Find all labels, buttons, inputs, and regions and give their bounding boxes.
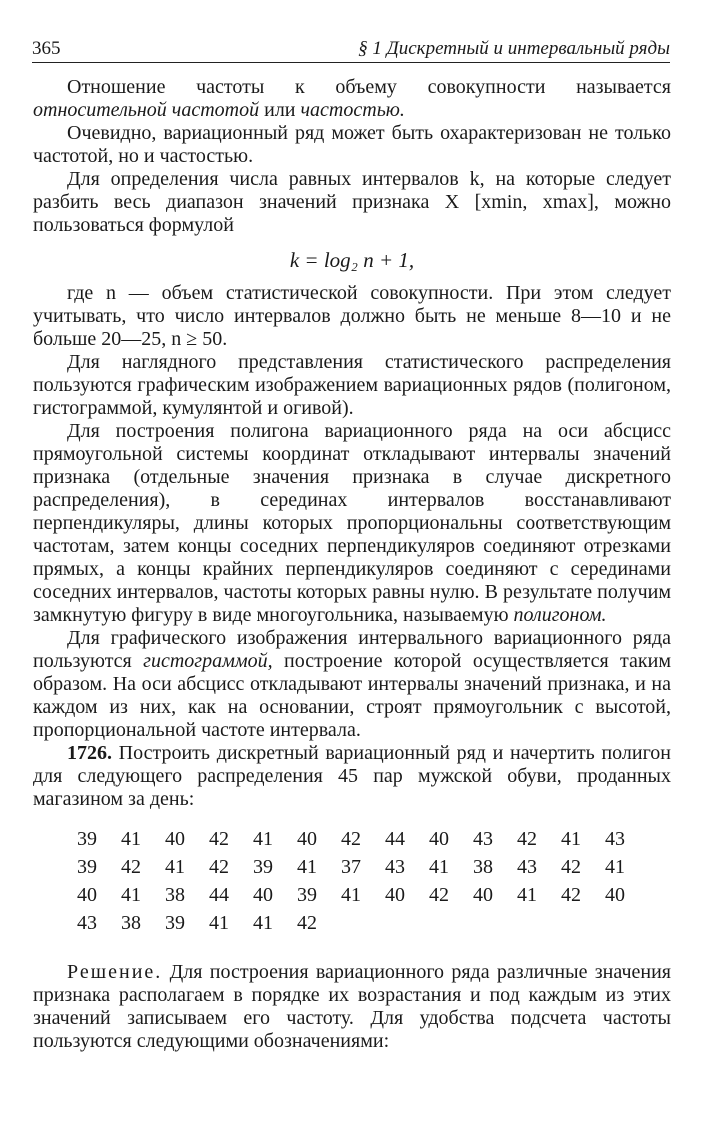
data-value: 39 — [165, 912, 185, 934]
term-relative-frequency: относительной частотой — [33, 99, 260, 121]
section-title: § 1 Дискретный и интервальный ряды — [358, 38, 670, 59]
data-value: 42 — [297, 912, 317, 934]
data-value: 39 — [297, 884, 317, 906]
data-value: 40 — [253, 884, 273, 906]
data-value: 40 — [473, 884, 493, 906]
data-row — [77, 881, 671, 909]
formula: k = log₂ n + 1, — [289, 248, 415, 272]
data-value: 41 — [209, 912, 229, 934]
data-value: 42 — [209, 828, 229, 850]
data-value: 43 — [385, 856, 405, 878]
data-value: 41 — [605, 856, 625, 878]
solution-label: Решение. — [67, 961, 163, 983]
page-body — [33, 76, 671, 1053]
solution-paragraph: Решение. Для построения вариационного ряда различные значения признака располагаем в порядке их возрастания и под каждым из этих значений записываем его частоту. Для удобства подсчета частоты пользуются следующими обозначениями: — [33, 961, 671, 1052]
data-value: 40 — [77, 884, 97, 906]
data-value: 39 — [253, 856, 273, 878]
data-value: 40 — [385, 884, 405, 906]
data-value: 42 — [429, 884, 449, 906]
paragraph-graphics: Для наглядного представления статистического распределения пользуются графическим изображением вариационных рядов (полигоном, гистограммой, кумулянтой и огивой). — [33, 351, 671, 419]
data-value: 40 — [605, 884, 625, 906]
data-value: 39 — [77, 828, 97, 850]
problem-1726: 1726. Построить дискретный вариационный ряд и начертить полигон для следующего распределения 45 пар мужской обуви, проданных магазином за день: — [33, 742, 671, 810]
data-row — [77, 909, 671, 937]
page-number: 365 — [32, 38, 61, 59]
data-value: 41 — [561, 828, 581, 850]
data-value: 44 — [209, 884, 229, 906]
data-value: 39 — [77, 856, 97, 878]
data-value: 41 — [253, 828, 273, 850]
data-value: 42 — [121, 856, 141, 878]
paragraph-histogram: Для графического изображения интервального вариационного ряда пользуются гистограммой, построение которой осуществляется таким образом. На оси абсцисс откладывают интервалы значений признака, и на каждом из них, как на основании, строят прямоугольник с высотой, пропорциональной частоте интервала. — [33, 627, 671, 741]
data-value: 38 — [473, 856, 493, 878]
data-value: 41 — [429, 856, 449, 878]
data-value: 41 — [165, 856, 185, 878]
data-value: 43 — [605, 828, 625, 850]
problem-number: 1726. — [67, 742, 112, 764]
data-value: 40 — [429, 828, 449, 850]
data-value: 41 — [253, 912, 273, 934]
data-value: 43 — [77, 912, 97, 934]
paragraph-characterization: Очевидно, вариационный ряд может быть охарактеризован не только частотой, но и частостью. — [33, 122, 671, 167]
data-value: 41 — [121, 828, 141, 850]
paragraph-intervals: Для определения числа равных интервалов k, на которые следует разбить весь диапазон значений признака X [xmin, xmax], можно пользоваться формулой — [33, 168, 671, 236]
data-value: 38 — [121, 912, 141, 934]
page-header — [32, 34, 670, 63]
data-value: 42 — [517, 828, 537, 850]
data-value: 42 — [209, 856, 229, 878]
data-value: 41 — [121, 884, 141, 906]
data-value: 41 — [341, 884, 361, 906]
data-value: 41 — [297, 856, 317, 878]
data-table — [77, 825, 671, 937]
data-value: 44 — [385, 828, 405, 850]
term-histogram: гистограммой, — [143, 650, 273, 672]
data-value: 40 — [165, 828, 185, 850]
data-value: 40 — [297, 828, 317, 850]
data-value: 38 — [165, 884, 185, 906]
data-row — [77, 853, 671, 881]
data-value: 42 — [561, 856, 581, 878]
data-value: 43 — [473, 828, 493, 850]
data-value: 41 — [517, 884, 537, 906]
paragraph-relative-frequency: Отношение частоты к объему совокупности называется относительной частотой или частостью. — [33, 76, 671, 121]
term-frequency-ratio: частостью. — [300, 99, 405, 121]
data-value: 43 — [517, 856, 537, 878]
paragraph-volume: где n — объем статистической совокупности. При этом следует учитывать, что число интервалов должно быть не меньше 8—10 и не больше 20—25, n ≥ 50. — [33, 282, 671, 350]
paragraph-polygon: Для построения полигона вариационного ряда на оси абсцисс прямоугольной системы координат откладывают интервалы значений признака (отдельные значения признака в случае дискретного распределения), в серединах интервалов восстанавливают перпендикуляры, длины которых пропорциональны соответствующим частотам, затем концы соседних перпендикуляров соединяют отрезками прямых, а концы крайних перпендикуляров соединяют с серединами соседних интервалов, частоты которых равны нулю. В результате получим замкнутую фигуру в виде многоугольника, называемую полигоном. — [33, 420, 671, 626]
term-polygon: полигоном. — [513, 604, 607, 626]
data-value: 37 — [341, 856, 361, 878]
data-value: 42 — [341, 828, 361, 850]
data-value: 42 — [561, 884, 581, 906]
data-row — [77, 825, 671, 853]
